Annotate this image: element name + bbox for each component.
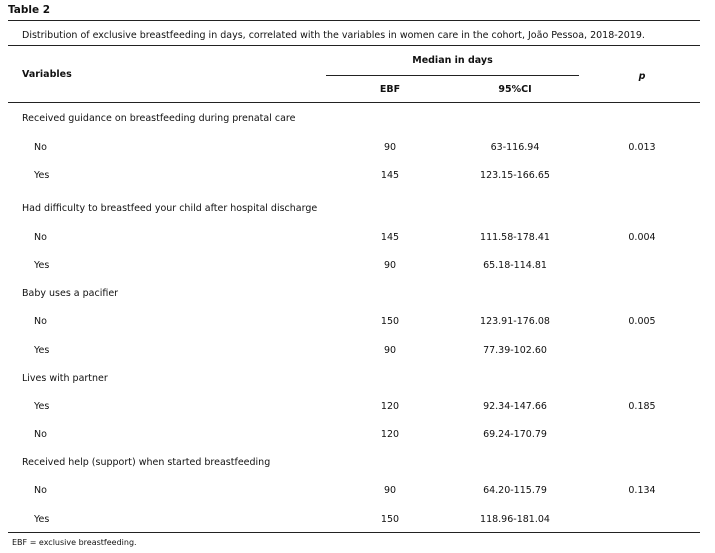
header-median: Median in days bbox=[412, 55, 493, 66]
row-p: 0.013 bbox=[628, 142, 656, 153]
row-ci: 92.34-147.66 bbox=[483, 401, 547, 412]
row-ebf: 90 bbox=[383, 345, 397, 356]
group-title: Received help (support) when started breastfeeding bbox=[22, 457, 271, 468]
row-ebf: 90 bbox=[383, 485, 397, 496]
row-p: 0.185 bbox=[628, 401, 656, 412]
bottom-rule bbox=[8, 532, 700, 533]
row-ci: 77.39-102.60 bbox=[483, 345, 547, 356]
table-footnote: EBF = exclusive breastfeeding. bbox=[12, 538, 137, 547]
row-label: No bbox=[34, 429, 47, 440]
row-label: Yes bbox=[34, 345, 50, 356]
row-ebf: 120 bbox=[380, 429, 400, 440]
row-p: 0.134 bbox=[628, 485, 656, 496]
group-title: Received guidance on breastfeeding during prenatal care bbox=[22, 113, 296, 124]
header-ci: 95%CI bbox=[498, 84, 532, 95]
row-ebf: 145 bbox=[380, 232, 400, 243]
row-label: No bbox=[34, 232, 47, 243]
header-rule bbox=[8, 102, 700, 103]
title-rule bbox=[8, 20, 700, 21]
row-label: Yes bbox=[34, 260, 50, 271]
header-p: p bbox=[638, 71, 646, 82]
row-label: No bbox=[34, 316, 47, 327]
row-ebf: 90 bbox=[383, 260, 397, 271]
row-ebf: 145 bbox=[380, 170, 400, 181]
header-ebf: EBF bbox=[379, 84, 401, 95]
row-ci: 123.15-166.65 bbox=[480, 170, 550, 181]
row-ci: 65.18-114.81 bbox=[483, 260, 547, 271]
table-label: Table 2 bbox=[8, 4, 51, 16]
group-title: Had difficulty to breastfeed your child after hospital discharge bbox=[22, 203, 318, 214]
header-variables: Variables bbox=[22, 69, 72, 80]
caption-rule bbox=[8, 45, 700, 46]
row-ci: 64.20-115.79 bbox=[483, 485, 547, 496]
row-label: Yes bbox=[34, 170, 50, 181]
row-label: Yes bbox=[34, 401, 50, 412]
group-title: Baby uses a pacifier bbox=[22, 288, 119, 299]
table-caption: Distribution of exclusive breastfeeding in days, correlated with the variables in women care in the cohort, João Pessoa, 2018-2019. bbox=[22, 30, 645, 41]
row-ci: 123.91-176.08 bbox=[480, 316, 550, 327]
row-label: Yes bbox=[34, 514, 50, 525]
row-ci: 69.24-170.79 bbox=[483, 429, 547, 440]
row-ebf: 90 bbox=[383, 142, 397, 153]
row-p: 0.004 bbox=[628, 232, 656, 243]
row-ebf: 150 bbox=[380, 514, 400, 525]
median-rule bbox=[326, 75, 579, 76]
row-ci: 63-116.94 bbox=[490, 142, 540, 153]
row-p: 0.005 bbox=[628, 316, 656, 327]
row-ebf: 150 bbox=[380, 316, 400, 327]
row-ci: 111.58-178.41 bbox=[480, 232, 550, 243]
group-title: Lives with partner bbox=[22, 373, 108, 384]
row-label: No bbox=[34, 142, 47, 153]
row-label: No bbox=[34, 485, 47, 496]
row-ebf: 120 bbox=[380, 401, 400, 412]
row-ci: 118.96-181.04 bbox=[480, 514, 550, 525]
